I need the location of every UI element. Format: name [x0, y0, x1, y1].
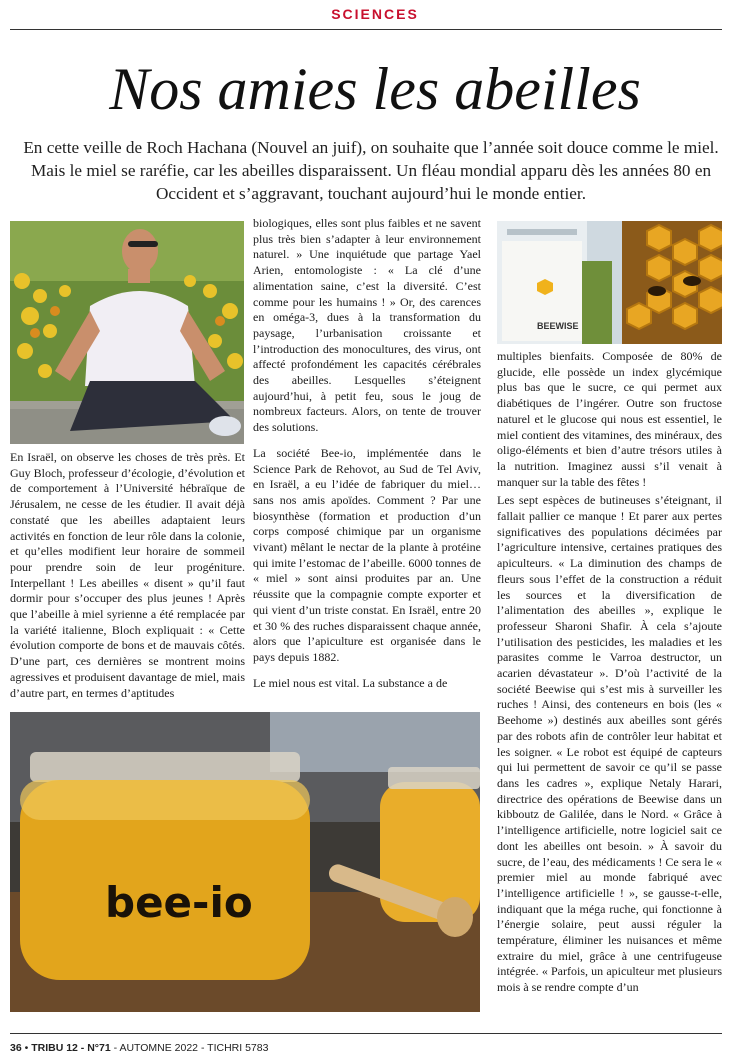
magazine-name: TRIBU 12 - N°71	[31, 1042, 111, 1054]
column-3	[497, 349, 722, 996]
column-2	[253, 216, 481, 701]
column-1	[10, 450, 245, 711]
top-rule	[10, 29, 722, 30]
column-2-paragraph-2: La société Bee-io, implémentée dans le Science Park de Rehovot, au Sud de Tel Aviv, en Israël, a eu l’idée de fabriquer du miel… sans nos amis apoïdes. Comment ? Par une biosynthèse (formation et production d’un corps composé chimique par un organisme vivant) mêlant le nectar de la plante à protéine qui imite l’estomac de l’abeille. 6000 tonnes de « miel » sont ainsi produites par an. Une réussite que la compagnie compte exporter et qui vient d’un triste constat. En Israël, entre 20 et 30 % des ruches disparaissent chaque année, alors que l’apiculture est organisée dans le pays depuis 1882.	[253, 445, 481, 664]
column-3-paragraph-2: Les sept espèces de butineuses s’éteignant, il fallait pallier ce manque ! Et parer aux pertes significatives des populations décimées par l’agriculture intensive, certaines pratiques des apiculteurs. « La diminution des champs de fleurs sous l’effet de la construction a réduit les sources et la diversification de l’alimentation des abeilles », explique le professeur Sharoni Shafir. À cela s’ajoute l’utilisation des pesticides, les maladies et les parasites comme le Varroa destructor, un acarien dévastateur ». D’où l’activité de la société Beewise qui s’est mis à surveiller les ruches ! Ainsi, des conteneurs en bois (les « Beehome ») destinés aux abeilles sont gérés par des robots afin de contrôler leur habitat et les soigner. « Le robot est équipé de capteurs qui lui permettent de savoir ce qu’il se passe dans les cadres », explique Netaly Harari, directrice des opérations de Beewise dans un kibboutz de Galilée, dans le Nord. « Grâce à l’intelligence artificielle, notre logiciel sait ce dont les abeilles ont besoin. » À savoir du sucre, de l’eau, des médicaments ! Ce sera le « premier miel au monde fabriqué avec l’intelligence artificielle ! », se gausse-t-elle, indiquant que la méga ruche, qui fonctionne à l’énergie solaire, peut aussi réguler la température, éliminer les nuisances et même extraire du miel, grâce à une centrifugeuse intégrée. « Parfois, un apiculteur met plusieurs mois à se rendre compte d’un	[497, 493, 722, 995]
column-2-paragraph-3: Le miel nous est vital. La substance a de	[253, 675, 448, 690]
column-2-paragraph-1: biologiques, elles sont plus faibles et ne savent plus très bien s’adapter à leur environnement naturel. » Une inquiétude que partage Yael Arien, entomologiste : « La clé d’une alimentation saine, c’est la diversité. C’est comme pour les humains ! » Or, des carences en oméga-3, dues à la transformation du paysage, l’urbanisation croissante et l’introduction des monocultures, des virus, ont affecté profondément les capacités cérébrales des abeilles. Lesquelles s’éteignent aujourd’hui, à petit feu, sous le joug de nombreux facteurs. Alors, on tente de trouver des solutions.	[253, 216, 481, 435]
photo-beehive-illustration	[497, 221, 722, 344]
photo-honey-jars	[10, 712, 480, 1012]
issue-info: - AUTOMNE 2022 - TICHRI 5783	[110, 1042, 269, 1054]
article-title: Nos amies les abeilles	[109, 56, 641, 122]
jar-brand-label: bee-io	[105, 878, 253, 927]
article-lead: En cette veille de Roch Hachana (Nouvel an juif), on souhaite que l’année soit douce comme le miel. Mais le miel se raréfie, car les abeilles disparaissent. Un fléau mondial apparu dès les années 80 en Occident et s’aggravant, touchant aujourd’hui le monde entier.	[23, 138, 719, 203]
page-footer	[10, 1042, 268, 1054]
photo-honey-jars-illustration	[10, 712, 480, 1012]
bottom-rule	[10, 1033, 722, 1034]
photo-beehive	[497, 221, 722, 344]
photo-man-illustration	[10, 221, 244, 444]
footer-bullet: •	[24, 1042, 29, 1054]
hive-brand-label: BEEWISE	[537, 321, 579, 331]
section-rubric: SCIENCES	[331, 6, 419, 22]
page-number: 36	[10, 1042, 22, 1054]
column-3-paragraph-1: multiples bienfaits. Composée de 80% de glucide, elle possède un index glycémique plus bas que le sucre, ce qui permet aux diabétiques de l’ingérer. Outre son fructose naturel et le glucose qui nous est essentiel, le miel contient des vitamines, des minéraux, des oligo-éléments et bien d’autre trésors utiles à la nutrition. Imaginez aussi s’il venait à manquer sur la table des fêtes !	[497, 349, 722, 489]
photo-man	[10, 221, 244, 444]
column-1-paragraph-1: En Israël, on observe les choses de très près. Et Guy Bloch, professeur d’écologie, d’évolution et de comportement à l’Université hébraïque de Jérusalem, ne cesse de les étudier. Il avait déjà constaté que les abeilles adaptaient leurs activités en fonction de leur rôle dans la colonie, et qu’elles modifient leur horaire de sommeil pour prendre soin de leur progéniture. Interpellant ! Les abeilles « disent » qu’il faut dormir pour s’occuper des plus jeunes ! Après que l’abeille à miel syrienne a été remplacée par la variété italienne, Bloch expliquait : « Cette évolution comporte de bons et de mauvais côtés. D’une part, ces dernières se montrent moins agressives et produisent davantage de miel, mais d’autre part, en termes d’aptitudes	[10, 450, 245, 700]
